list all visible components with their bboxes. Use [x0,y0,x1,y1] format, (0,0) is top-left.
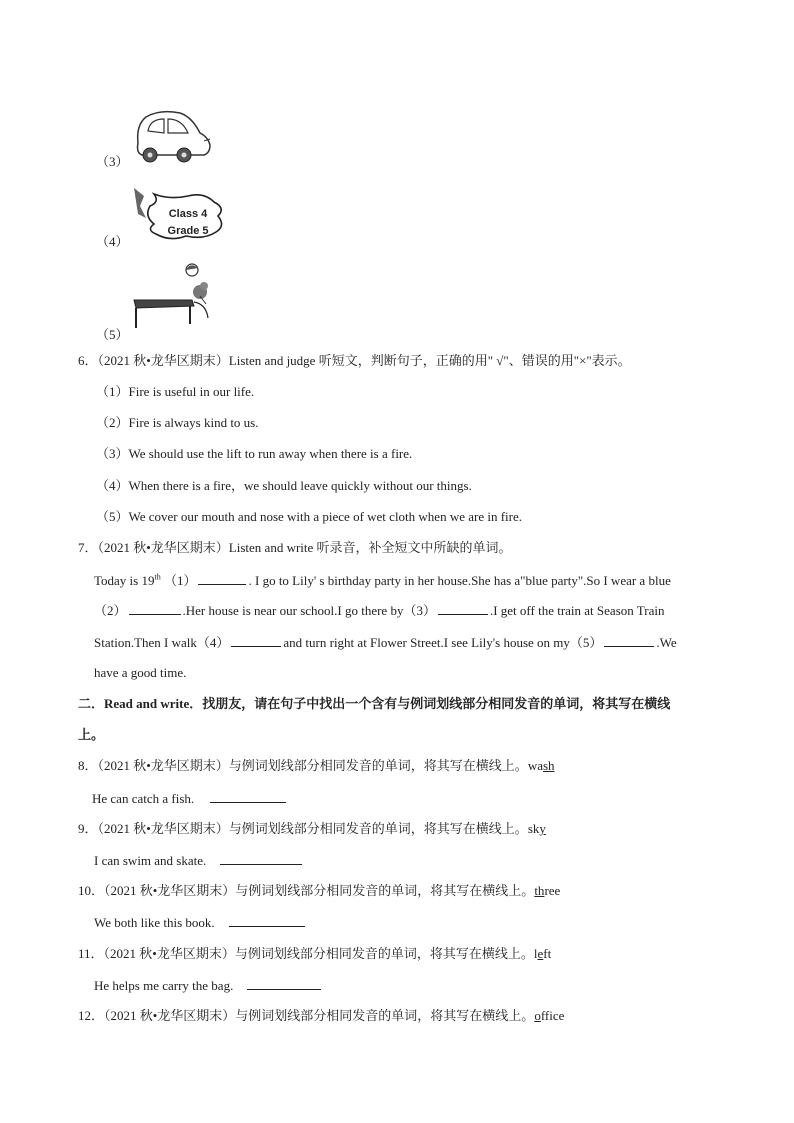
q6-item: （3）We should use the lift to run away when there is a fire. [96,446,413,461]
answer-blank-1[interactable] [198,572,246,585]
q6-item: （2）Fire is always kind to us. [96,415,259,430]
car-icon [130,105,215,165]
desk-picture [130,262,215,330]
q6-item: （4）When there is a fire，we should leave quickly without our things. [96,478,472,493]
question-10-sentence: We both like this book. [94,914,307,931]
q6-item: （5）We cover our mouth and nose with a piece of wet cloth when we are in fire. [96,509,523,524]
answer-blank-2[interactable] [129,602,181,615]
answer-blank-q11[interactable] [247,977,321,990]
q7-passage-line-2: （2） .Her house is near our school.I go there by（3） .I get off the train at Season Train [94,603,665,618]
question-11-sentence: He helps me carry the bag. [94,977,323,994]
section-2-title-cont: 上。 [78,727,105,742]
sign-line-1: Class 4 [168,208,208,220]
q7-passage-line-1: Today is 19th （1） . I go to Lily' s birthday party in her house.She has a"blue party".So I wear a blue [94,572,671,588]
question-12: 12．（2021 秋•龙华区期末）与例词划线部分相同发音的单词，将其写在横线上。office [78,1008,565,1023]
picture-label: （4） [96,234,129,249]
question-10: 10．（2021 秋•龙华区期末）与例词划线部分相同发音的单词，将其写在横线上。three [78,883,561,898]
class-sign-picture [130,184,230,244]
picture-label: （3） [96,154,129,169]
question-8: 8．（2021 秋•龙华区期末）与例词划线部分相同发音的单词，将其写在横线上。wash [78,758,555,773]
q6-item: （1）Fire is useful in our life. [96,384,255,399]
question-9-sentence: I can swim and skate. [94,852,304,869]
q7-passage-line-4: have a good time. [94,665,187,680]
desk-girl-icon [130,262,215,330]
question-11: 11．（2021 秋•龙华区期末）与例词划线部分相同发音的单词，将其写在横线上。left [78,946,552,961]
answer-blank-q9[interactable] [220,852,302,865]
question-9: 9．（2021 秋•龙华区期末）与例词划线部分相同发音的单词，将其写在横线上。sky [78,821,546,836]
answer-blank-q10[interactable] [229,914,305,927]
answer-blank-q8[interactable] [210,790,286,803]
picture-label: （5） [96,327,129,342]
car-picture [130,105,215,165]
q7-passage-line-3: Station.Then I walk（4） and turn right at Flower Street.I see Lily's house on my（5） .We [94,635,677,650]
section-2-title: 二．Read and write．找朋友，请在句子中找出一个含有与例词划线部分相同发音的单词，将其写在横线 [78,696,671,711]
question-6-header: 6．（2021 秋•龙华区期末）Listen and judge 听短文，判断句子，正确的用" √"、错误的用"×"表示。 [78,353,631,368]
question-8-sentence: He can catch a fish. [92,790,288,807]
sign-line-2: Grade 5 [167,225,209,237]
answer-blank-4[interactable] [231,634,281,647]
question-7-header: 7．（2021 秋•龙华区期末）Listen and write 听录音，补全短文中所缺的单词。 [78,540,512,555]
answer-blank-3[interactable] [438,602,488,615]
answer-blank-5[interactable] [604,634,654,647]
